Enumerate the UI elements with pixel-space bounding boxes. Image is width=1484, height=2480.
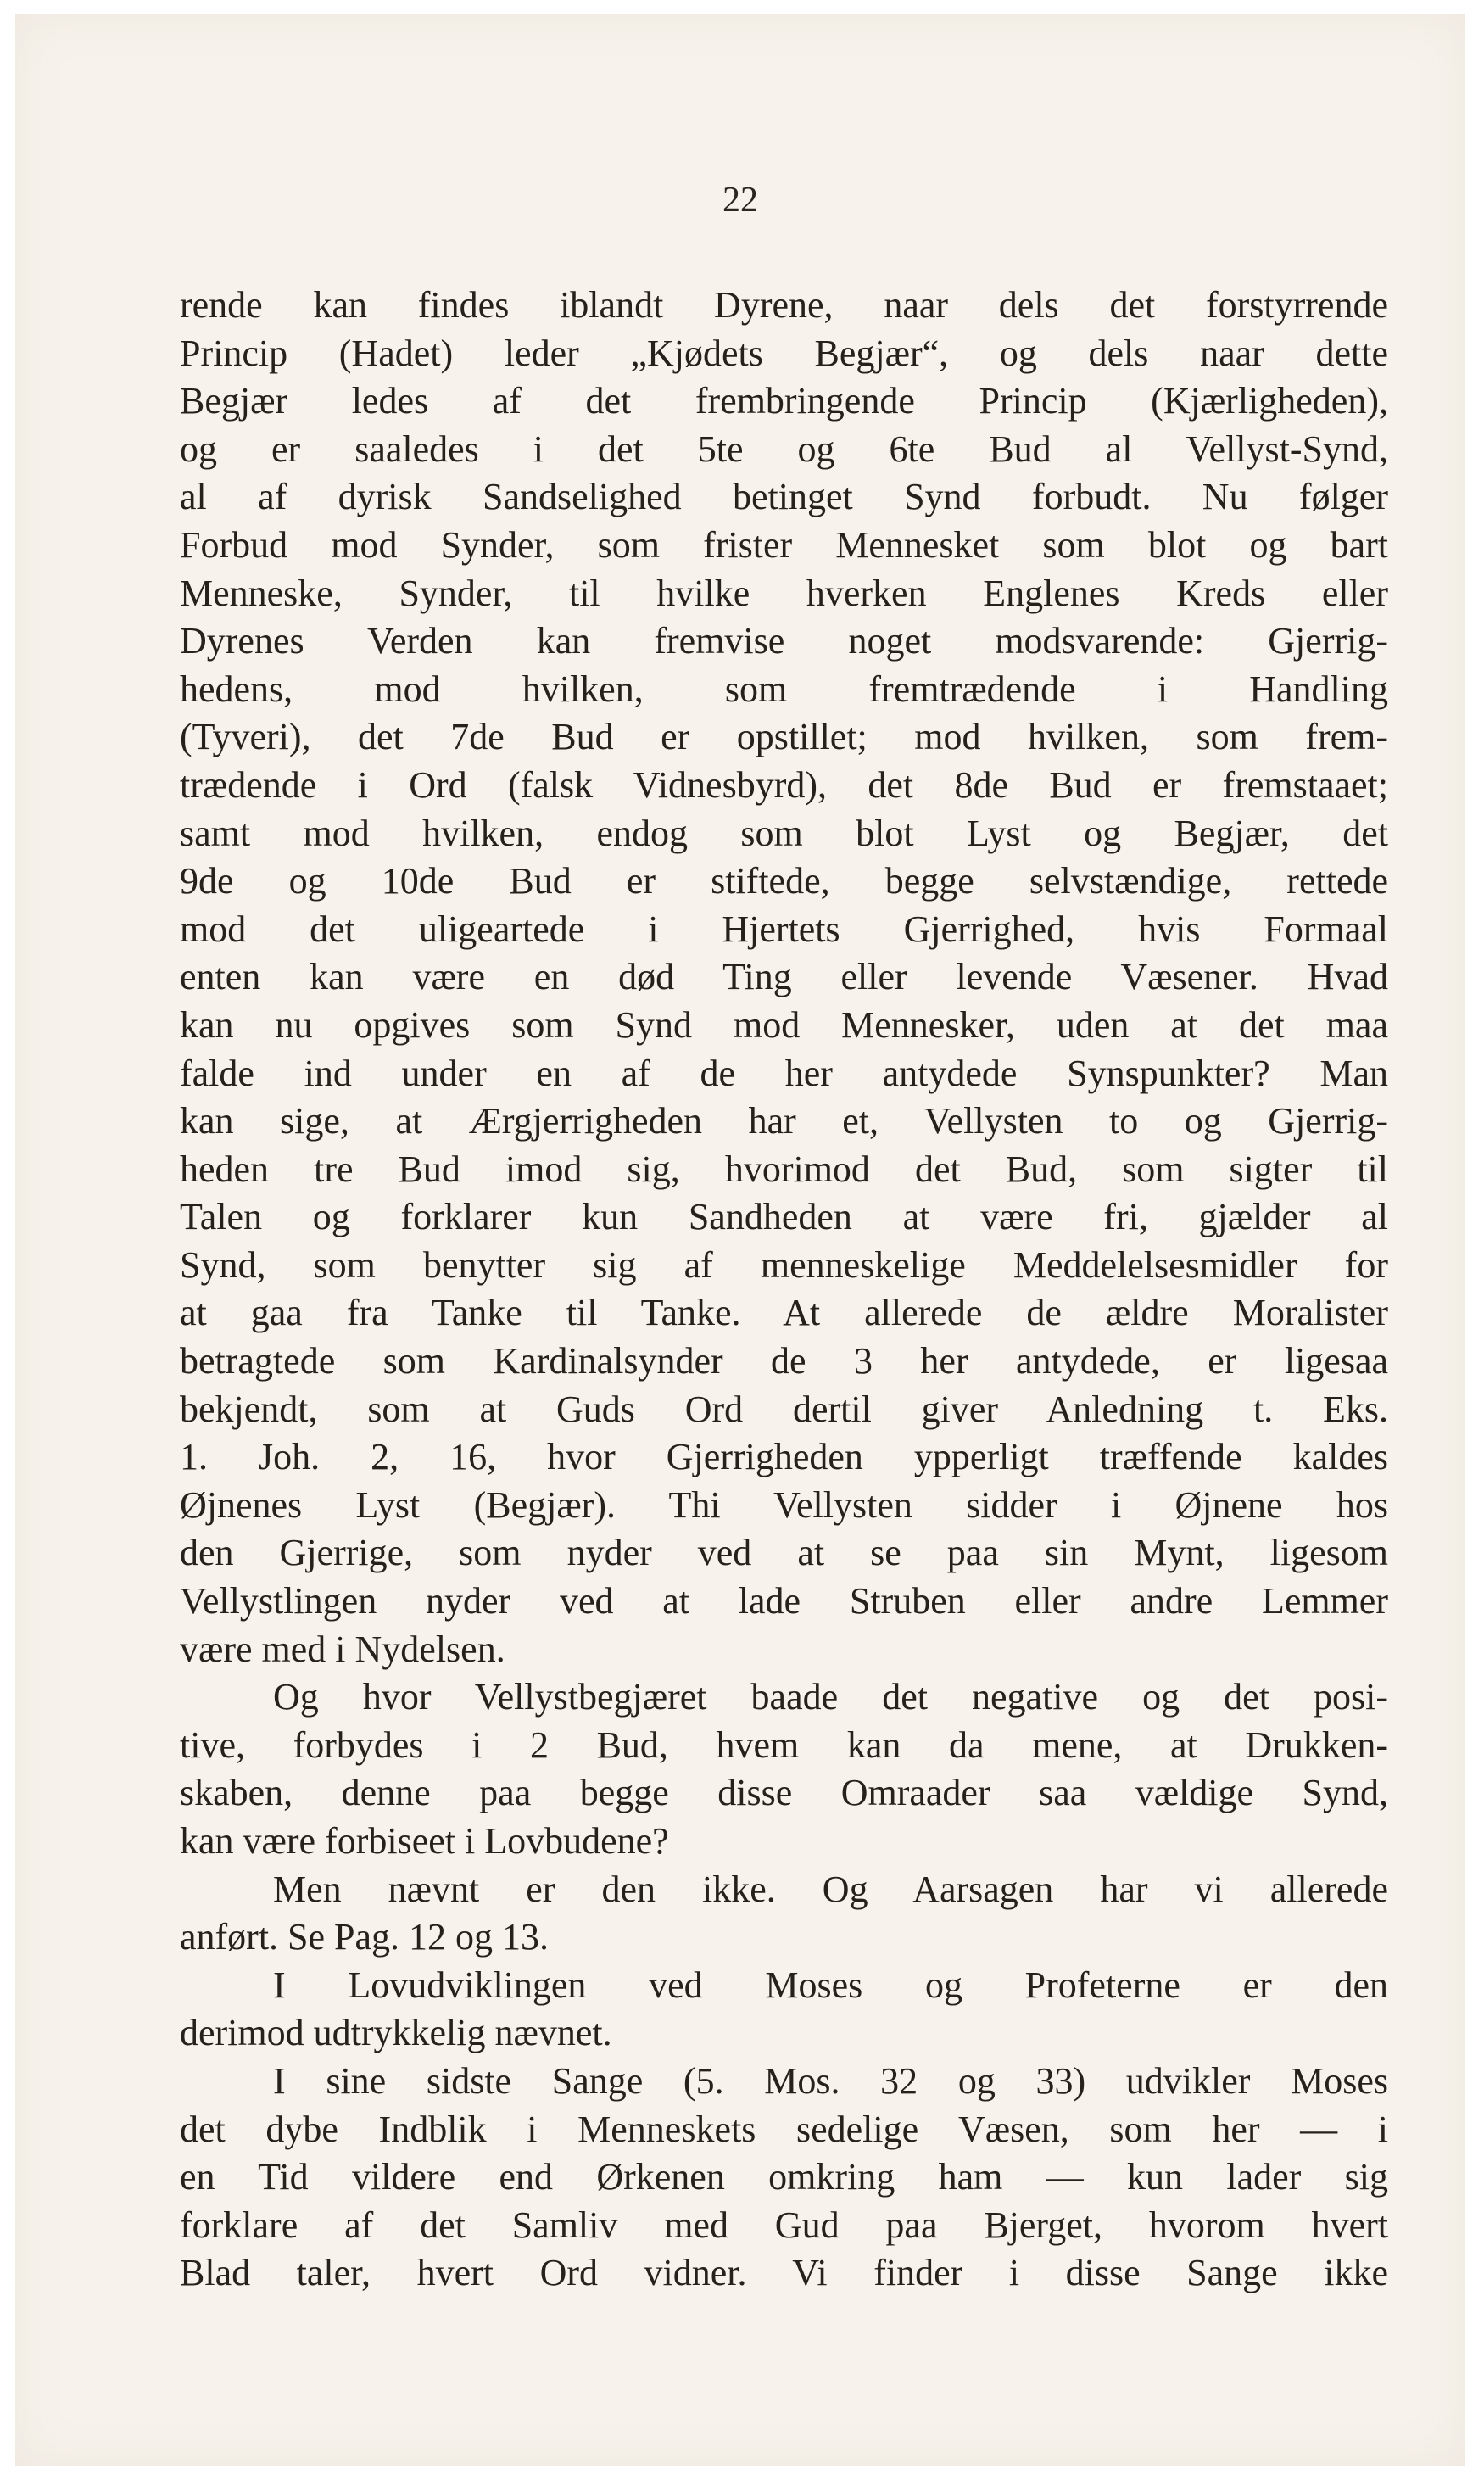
text-line: Forbud mod Synder, som frister Mennesket som blot og bart [180, 523, 1388, 566]
text-line: falde ind under en af de her antydede Synspunkter? Man [180, 1052, 1388, 1094]
text-line: Begjær ledes af det frembringende Princip (Kjærligheden), [180, 380, 1388, 422]
text-line: Men nævnt er den ikke. Og Aarsagen har vi allerede [273, 1868, 1388, 1910]
text-line: kan sige, at Ærgjerrigheden har et, Vellysten to og Gjerrig- [180, 1100, 1388, 1142]
text-line: Øjnenes Lyst (Begjær). Thi Vellysten sidder i Øjnene hos [180, 1483, 1388, 1526]
text-line: al af dyrisk Sandselighed betinget Synd forbudt. Nu følger [180, 476, 1388, 518]
text-line: kan nu opgives som Synd mod Mennesker, uden at det maa [180, 1003, 1388, 1046]
text-line: hedens, mod hvilken, som fremtrædende i Handling [180, 667, 1388, 710]
text-line: derimod udtrykkelig nævnet. [180, 2012, 612, 2054]
text-line: 9de og 10de Bud er stiftede, begge selvstændige, rettede [180, 860, 1388, 902]
text-line: skaben, denne paa begge disse Omraader saa vældige Synd, [180, 1772, 1388, 1814]
text-line: være med i Nydelsen. [180, 1628, 505, 1670]
text-line: anført. Se Pag. 12 og 13. [180, 1916, 550, 1958]
text-line: Blad taler, hvert Ord vidner. Vi finder i disse Sange ikke [180, 2252, 1388, 2294]
text-line: I Lovudviklingen ved Moses og Profeterne er den [273, 1963, 1388, 2006]
text-line: samt mod hvilken, endog som blot Lyst og Begjær, det [180, 812, 1388, 854]
text-line: bekjendt, som at Guds Ord dertil giver Anledning t. Eks. [180, 1388, 1388, 1430]
page-number: 22 [722, 181, 758, 220]
text-line: Vellystlingen nyder ved at lade Struben eller andre Lemmer [180, 1580, 1388, 1623]
text-line: og er saaledes i det 5te og 6te Bud al Vellyst-Synd, [180, 427, 1388, 470]
text-line: (Tyveri), det 7de Bud er opstillet; mod hvilken, som frem- [180, 716, 1388, 758]
text-line: tive, forbydes i 2 Bud, hvem kan da mene, at Drukken- [180, 1723, 1388, 1766]
text-line: at gaa fra Tanke til Tanke. At allerede de ældre Moralister [180, 1292, 1388, 1334]
text-line: Menneske, Synder, til hvilke hverken Englenes Kreds eller [180, 572, 1388, 614]
text-line: Synd, som benytter sig af menneskelige Meddelelsesmidler for [180, 1243, 1388, 1286]
text-line: det dybe Indblik i Menneskets sedelige Væsen, som her — i [180, 2108, 1388, 2150]
text-line: I sine sidste Sange (5. Mos. 32 og 33) udvikler Moses [273, 2059, 1388, 2102]
text-line: Dyrenes Verden kan fremvise noget modsvarende: Gjerrig- [180, 620, 1388, 662]
text-line: mod det uligeartede i Hjertets Gjerrighed, hvis Formaal [180, 908, 1388, 950]
book-page [15, 14, 1465, 2466]
text-line: den Gjerrige, som nyder ved at se paa sin Mynt, ligesom [180, 1532, 1388, 1574]
text-line: enten kan være en død Ting eller levende Væsener. Hvad [180, 956, 1388, 998]
text-line: Talen og forklarer kun Sandheden at være fri, gjælder al [180, 1196, 1388, 1238]
text-line: Og hvor Vellystbegjæret baade det negative og det posi- [273, 1676, 1388, 1718]
text-line: heden tre Bud imod sig, hvorimod det Bud, som sigter til [180, 1148, 1388, 1190]
text-line: kan være forbiseet i Lovbudene? [180, 1820, 669, 1862]
text-line: betragtede som Kardinalsynder de 3 her antydede, er ligesaa [180, 1340, 1388, 1382]
text-line: 1. Joh. 2, 16, hvor Gjerrigheden ypperligt træffende kaldes [180, 1436, 1388, 1478]
text-line: en Tid vildere end Ørkenen omkring ham — kun lader sig [180, 2156, 1388, 2198]
text-line: Princip (Hadet) leder „Kjødets Begjær“, og dels naar dette [180, 332, 1388, 374]
text-line: rende kan findes iblandt Dyrene, naar dels det forstyrrende [180, 284, 1388, 326]
text-line: trædende i Ord (falsk Vidnesbyrd), det 8de Bud er fremstaaet; [180, 763, 1388, 806]
text-line: forklare af det Samliv med Gud paa Bjerget, hvorom hvert [180, 2204, 1388, 2246]
body-text [180, 282, 1388, 2298]
